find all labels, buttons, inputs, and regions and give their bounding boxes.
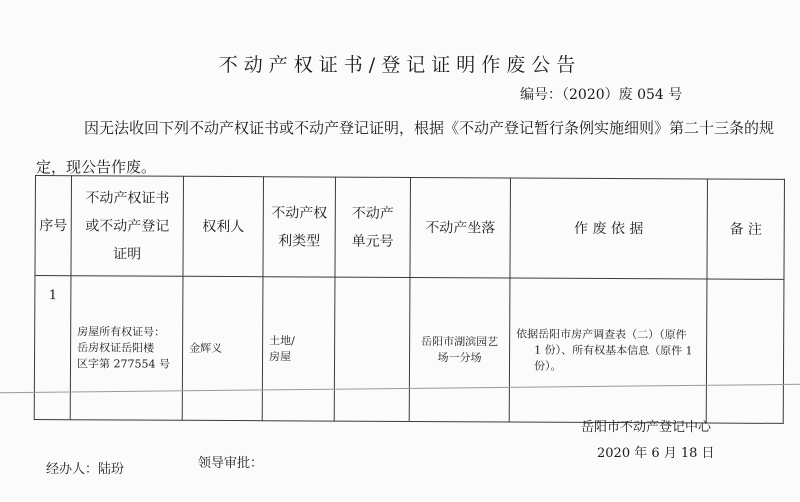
issue-date: 2020 年 6 月 18 日 <box>597 446 715 461</box>
row-seq: 1 <box>34 276 71 420</box>
header-unit-number-line: 单元号 <box>351 233 394 250</box>
row-unit-number <box>334 277 410 421</box>
header-location: 不动产坐落 <box>410 177 511 278</box>
header-certificate-line: 证明 <box>113 245 142 263</box>
row-remark <box>706 279 784 423</box>
row-location-line: 岳阳市湖滨园艺 <box>421 334 499 348</box>
document-number-value: （2020）废 054 号 <box>562 87 683 103</box>
header-right-type-line: 不动产权 <box>271 204 328 222</box>
notice-body-line-2: 定，现公告作废。 <box>36 158 157 176</box>
header-certificate <box>71 176 184 277</box>
row-basis-line: 份）。 <box>533 359 562 373</box>
row-right-type-line: 房屋 <box>269 349 292 363</box>
notice-body-line-1: 因无法收回下列不动产权证书或不动产登记证明，根据《不动产登记暂行条例实施细则》第二十三条的规 <box>84 119 775 137</box>
table-header-row <box>35 176 785 280</box>
document-number <box>520 84 682 104</box>
issuing-organization: 岳阳市不动产登记中心 <box>581 420 712 435</box>
header-remark: 备 注 <box>707 179 785 279</box>
header-right-type <box>263 177 336 277</box>
notice-title: 不动产权证书/登记证明作废公告 <box>218 54 582 76</box>
void-certificate-table <box>34 175 785 424</box>
header-basis: 作 废 依 据 <box>510 178 708 279</box>
table-row <box>34 276 784 424</box>
row-basis-line: 1 份）、所有权基本信息（原件 1 <box>534 343 693 357</box>
header-unit-number-line: 不动产 <box>351 205 394 222</box>
header-right-type-line: 利类型 <box>278 232 321 249</box>
row-certificate-line: 区字第 277554 号 <box>76 356 171 371</box>
row-basis-line: 依据岳阳市房产调查表（二）（原件 <box>516 327 687 341</box>
header-certificate-line: 或不动产登记 <box>85 217 170 235</box>
header-certificate-line: 不动产权证书 <box>85 189 170 207</box>
row-certificate-line: 房屋所有权证号： <box>77 324 166 339</box>
document-number-label: 编号： <box>520 87 562 103</box>
row-certificate-line: 岳房权证岳阳楼 <box>77 340 155 355</box>
header-unit-number <box>335 177 411 277</box>
row-basis <box>509 278 707 423</box>
row-right-type-line: 土地/ <box>269 333 295 347</box>
row-right-type <box>262 277 335 421</box>
row-owner: 金辉义 <box>182 276 263 420</box>
row-location-line: 场一分场 <box>437 350 482 364</box>
row-location <box>409 277 510 422</box>
row-certificate <box>70 276 183 421</box>
header-owner: 权利人 <box>183 176 264 276</box>
leader-approval: 领导审批： <box>198 456 264 471</box>
header-seq: 序号 <box>35 176 72 276</box>
handler: 经办人：陆玢 <box>46 462 125 477</box>
